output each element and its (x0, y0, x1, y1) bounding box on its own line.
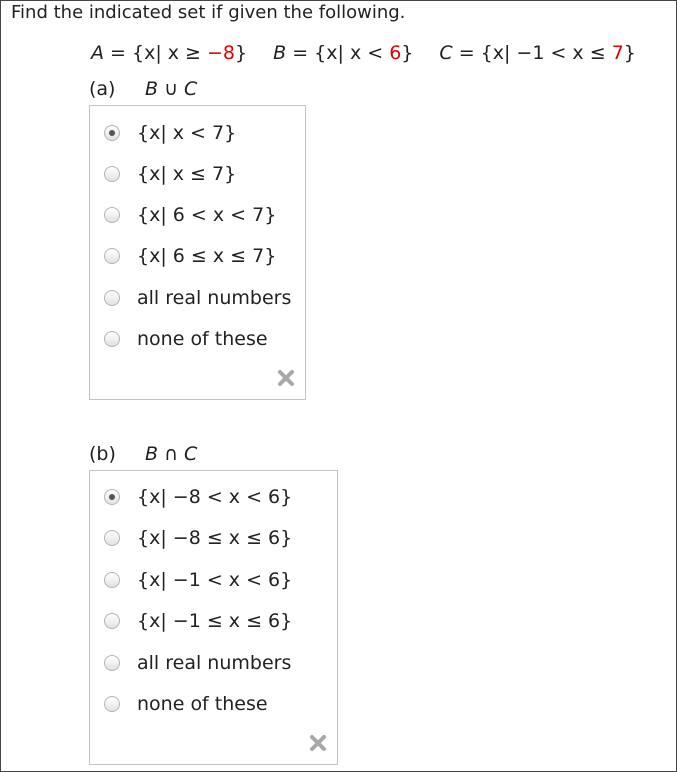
option-label: {x| −1 < x < 6} (137, 569, 293, 591)
part-b-label (89, 442, 197, 466)
set-a-name: A (91, 42, 104, 64)
part-b-option[interactable] (104, 566, 292, 594)
close-icon[interactable] (308, 733, 328, 753)
radio-button[interactable] (104, 655, 120, 671)
radio-button[interactable] (104, 207, 120, 223)
set-b-pre: = {x| x < (286, 42, 390, 64)
set-b-value: 6 (389, 42, 402, 64)
option-label: {x| x < 7} (137, 122, 237, 144)
part-a-choices (89, 105, 306, 400)
option-label: {x| −8 ≤ x ≤ 6} (137, 527, 293, 549)
option-label: {x| 6 ≤ x ≤ 7} (137, 245, 277, 267)
radio-button[interactable] (104, 530, 120, 546)
set-c-value: 7 (611, 42, 624, 64)
option-label: none of these (137, 328, 268, 350)
set-b-name: B (273, 42, 287, 64)
part-a-letter: (a) (89, 78, 116, 100)
radio-button[interactable] (104, 125, 120, 141)
option-label: none of these (137, 693, 268, 715)
part-b-choices (89, 470, 338, 765)
set-a-value: −8 (207, 42, 236, 64)
option-label: {x| −8 < x < 6} (137, 486, 293, 508)
option-label: all real numbers (137, 652, 292, 674)
part-a-option[interactable] (104, 201, 276, 229)
radio-button[interactable] (104, 572, 120, 588)
part-b-option[interactable] (104, 649, 291, 677)
radio-button[interactable] (104, 613, 120, 629)
part-a-option[interactable] (104, 242, 276, 270)
radio-button[interactable] (104, 696, 120, 712)
radio-button[interactable] (104, 248, 120, 264)
set-c-pre: = {x| −1 < x ≤ (452, 42, 612, 64)
part-a-option[interactable] (104, 119, 236, 147)
radio-button[interactable] (104, 166, 120, 182)
part-a-expression: B ∪ C (145, 78, 198, 100)
part-a-option[interactable] (104, 325, 268, 353)
radio-button[interactable] (104, 331, 120, 347)
part-a-option[interactable] (104, 284, 291, 312)
part-b-expression: B ∩ C (145, 443, 198, 465)
part-a-label (89, 77, 197, 101)
part-b-letter: (b) (89, 443, 116, 465)
set-a-post: } (235, 42, 248, 64)
instruction-text: Find the indicated set if given the following. (11, 2, 406, 23)
set-c-name: C (439, 42, 453, 64)
close-icon[interactable] (276, 368, 296, 388)
set-c-post: } (623, 42, 636, 64)
set-a-pre: = {x| x ≥ (104, 42, 208, 64)
part-b-option[interactable] (104, 607, 292, 635)
part-b-option[interactable] (104, 483, 292, 511)
option-label: {x| −1 ≤ x ≤ 6} (137, 610, 293, 632)
part-b-option[interactable] (104, 524, 292, 552)
option-label: {x| x ≤ 7} (137, 163, 237, 185)
radio-button[interactable] (104, 290, 120, 306)
option-label: {x| 6 < x < 7} (137, 204, 277, 226)
radio-button[interactable] (104, 489, 120, 505)
part-b-option[interactable] (104, 690, 268, 718)
set-b-post: } (401, 42, 414, 64)
set-definitions (91, 41, 636, 65)
option-label: all real numbers (137, 287, 292, 309)
part-a-option[interactable] (104, 160, 236, 188)
